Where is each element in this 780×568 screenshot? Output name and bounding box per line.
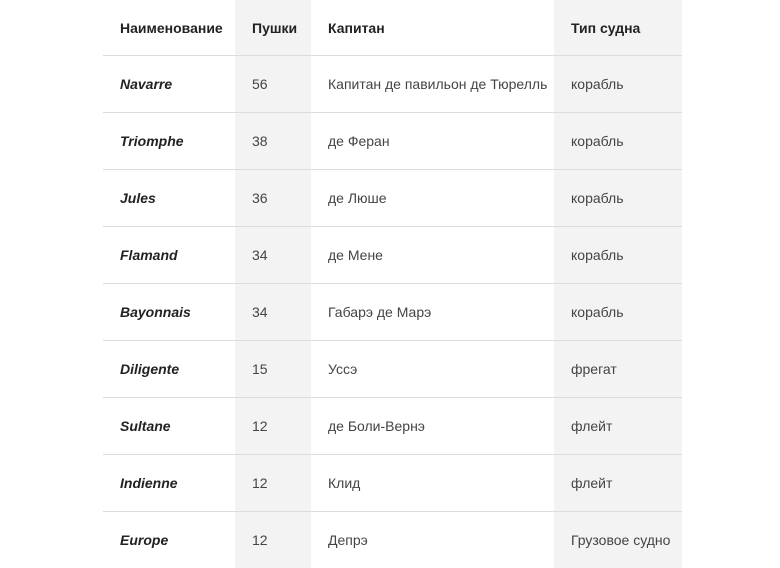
cell-ship-name: Bayonnais bbox=[103, 284, 235, 341]
cell-captain: де Мене bbox=[311, 227, 554, 284]
cell-guns: 34 bbox=[235, 227, 311, 284]
table-header-row bbox=[103, 0, 682, 56]
cell-ship-type: корабль bbox=[554, 113, 682, 170]
table-row bbox=[103, 170, 682, 227]
cell-ship-type: корабль bbox=[554, 227, 682, 284]
table-row bbox=[103, 113, 682, 170]
cell-ship-type: фрегат bbox=[554, 341, 682, 398]
cell-captain: Уссэ bbox=[311, 341, 554, 398]
cell-guns: 38 bbox=[235, 113, 311, 170]
table-row bbox=[103, 512, 682, 568]
cell-captain: де Люше bbox=[311, 170, 554, 227]
table-row bbox=[103, 398, 682, 455]
table-row bbox=[103, 56, 682, 113]
header-captain: Капитан bbox=[311, 0, 554, 56]
cell-ship-type: Грузовое судно bbox=[554, 512, 682, 568]
cell-captain: Клид bbox=[311, 455, 554, 512]
table-row bbox=[103, 284, 682, 341]
header-ship-type: Тип судна bbox=[554, 0, 682, 56]
header-name: Наименование bbox=[103, 0, 235, 56]
ships-table bbox=[103, 0, 682, 568]
cell-ship-name: Indienne bbox=[103, 455, 235, 512]
cell-captain: де Боли-Вернэ bbox=[311, 398, 554, 455]
cell-guns: 12 bbox=[235, 512, 311, 568]
ships-table-container bbox=[103, 0, 682, 568]
cell-guns: 12 bbox=[235, 398, 311, 455]
cell-ship-name: Triomphe bbox=[103, 113, 235, 170]
cell-guns: 56 bbox=[235, 56, 311, 113]
cell-ship-type: корабль bbox=[554, 56, 682, 113]
header-guns: Пушки bbox=[235, 0, 311, 56]
cell-ship-name: Sultane bbox=[103, 398, 235, 455]
cell-ship-type: флейт bbox=[554, 398, 682, 455]
cell-ship-name: Flamand bbox=[103, 227, 235, 284]
cell-guns: 34 bbox=[235, 284, 311, 341]
cell-ship-name: Navarre bbox=[103, 56, 235, 113]
cell-captain: Капитан де павильон де Тюрелль bbox=[311, 56, 554, 113]
cell-captain: Габарэ де Марэ bbox=[311, 284, 554, 341]
table-row bbox=[103, 227, 682, 284]
cell-ship-type: корабль bbox=[554, 284, 682, 341]
cell-captain: Депрэ bbox=[328, 532, 368, 548]
table-row bbox=[103, 341, 682, 398]
cell-guns: 36 bbox=[235, 170, 311, 227]
cell-ship-type: корабль bbox=[554, 170, 682, 227]
cell-captain: де Феран bbox=[311, 113, 554, 170]
cell-guns: 15 bbox=[235, 341, 311, 398]
cell-ship-type: флейт bbox=[554, 455, 682, 512]
cell-ship-name: Jules bbox=[103, 170, 235, 227]
cell-ship-name: Diligente bbox=[103, 341, 235, 398]
cell-guns: 12 bbox=[235, 455, 311, 512]
cell-ship-name: Europe bbox=[120, 532, 169, 548]
table-row bbox=[103, 455, 682, 512]
